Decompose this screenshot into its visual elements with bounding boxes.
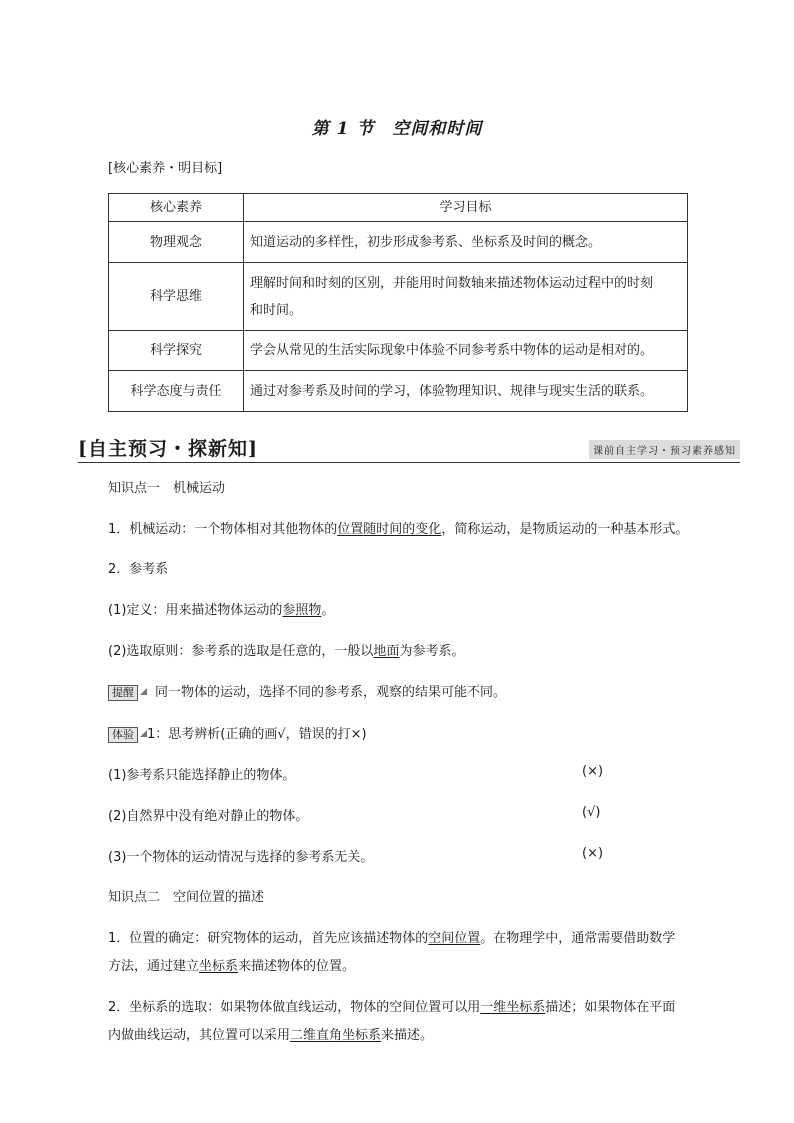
paragraph-position-line-2	[108, 955, 355, 974]
text-run: 描述；如果物体在平面	[545, 1000, 676, 1015]
table-row	[109, 263, 688, 331]
table-cell-literacy: 科学态度与责任	[109, 371, 244, 412]
judgment-item-text: (2)自然界中没有绝对静止的物体。	[108, 809, 309, 824]
tip-text: 同一物体的运动，选择不同的参考系，观察的结果可能不同。	[155, 685, 507, 700]
fill-in-answer: 位置	[337, 522, 364, 537]
table-cell-target: 通过对参考系及时间的学习，体验物理知识、规律与现实生活的联系。	[244, 371, 688, 412]
paragraph-coordinate-line-2	[108, 1024, 433, 1043]
paragraph-coordinate-line-1	[108, 996, 675, 1015]
fill-in-answer: 地面	[373, 644, 400, 659]
text-run: 为参考系。	[399, 644, 465, 659]
table-cell-literacy: 科学思维	[109, 263, 244, 331]
experience-text: 1：思考辨析(正确的画√，错误的打×)	[147, 727, 367, 742]
tip-note	[108, 681, 506, 701]
text-run: 来描述。	[381, 1028, 434, 1043]
table-cell-target-line: 理解时间和时刻的区别，并能用时间数轴来描述物体运动过程中的时刻	[250, 275, 654, 291]
text-run: 1．机械运动：一个物体相对其他物体的	[108, 522, 338, 537]
judgment-item-text: (1)参考系只能选择静止的物体。	[108, 768, 296, 783]
fill-in-answer: 一维坐标系	[480, 1000, 546, 1015]
table-cell-target	[244, 263, 688, 331]
banner-title: [自主预习・探新知]	[78, 438, 258, 460]
text-run: 来描述物体的位置。	[238, 959, 356, 974]
table-cell-target: 学会从常见的生活实际现象中体验不同参考系中物体的运动是相对的。	[244, 331, 688, 371]
text-run: 。	[321, 603, 335, 618]
table-header-row	[109, 194, 688, 222]
knowledge-point-1-heading: 知识点一 机械运动	[108, 481, 226, 496]
table-header-cell: 学习目标	[244, 194, 688, 222]
table-row	[109, 371, 688, 412]
fill-in-answer: 参照物	[282, 603, 322, 618]
text-run: 内做曲线运动，其位置可以采用	[108, 1028, 291, 1043]
table-row	[109, 222, 688, 263]
corner-mark-icon	[140, 688, 147, 695]
core-literacy-table	[108, 193, 688, 412]
fill-in-answer: 随时间的变化	[363, 522, 442, 537]
judgment-item-mark: (×)	[582, 846, 604, 861]
table-cell-target: 知道运动的多样性，初步形成参考系、坐标系及时间的概念。	[244, 222, 688, 263]
knowledge-point-2-heading: 知识点二 空间位置的描述	[108, 890, 265, 905]
fill-in-answer: 空间位置	[428, 931, 481, 946]
judgment-item-text: (3)一个物体的运动情况与选择的参考系无关。	[108, 850, 374, 865]
judgment-item-mark: (√)	[582, 805, 601, 820]
section-subheading: [核心素养・明目标]	[108, 161, 223, 176]
text-run: (1)定义：用来描述物体运动的	[108, 603, 283, 618]
fill-in-answer: 坐标系	[199, 959, 239, 974]
section-banner	[78, 434, 740, 463]
paragraph-definition	[108, 599, 334, 618]
text-run: 。在物理学中，通常需要借助数学	[480, 931, 676, 946]
text-run: 2．坐标系的选取：如果物体做直线运动，物体的空间位置可以用	[108, 1000, 481, 1015]
experience-label: 体验	[108, 727, 138, 743]
table-row	[109, 331, 688, 371]
table-header-cell: 核心素养	[109, 194, 244, 222]
paragraph-position-line-1	[108, 927, 675, 946]
text-run: (2)选取原则：参考系的选取是任意的，一般以	[108, 644, 374, 659]
banner-tag: 课前自主学习・预习素养感知	[589, 440, 740, 459]
paragraph-selection-principle	[108, 640, 464, 659]
paragraph-reference-frame: 2．参考系	[108, 562, 169, 577]
corner-mark-icon	[140, 730, 147, 737]
fill-in-answer: 二维直角坐标系	[290, 1028, 382, 1043]
text-run: ，简称运动，是物质运动的一种基本形式。	[441, 522, 689, 537]
paragraph-mechanical-motion	[108, 518, 688, 537]
table-cell-target-line: 和时间。	[250, 302, 303, 318]
text-run: 方法，通过建立	[108, 959, 200, 974]
table-cell-literacy: 物理观念	[109, 222, 244, 263]
page-title: 第 1 节 空间和时间	[311, 119, 483, 139]
text-run: 1．位置的确定：研究物体的运动，首先应该描述物体的	[108, 931, 429, 946]
tip-label: 提醒	[108, 685, 138, 701]
table-cell-literacy: 科学探究	[109, 331, 244, 371]
judgment-item-mark: (×)	[582, 764, 604, 779]
experience-prompt	[108, 723, 367, 743]
